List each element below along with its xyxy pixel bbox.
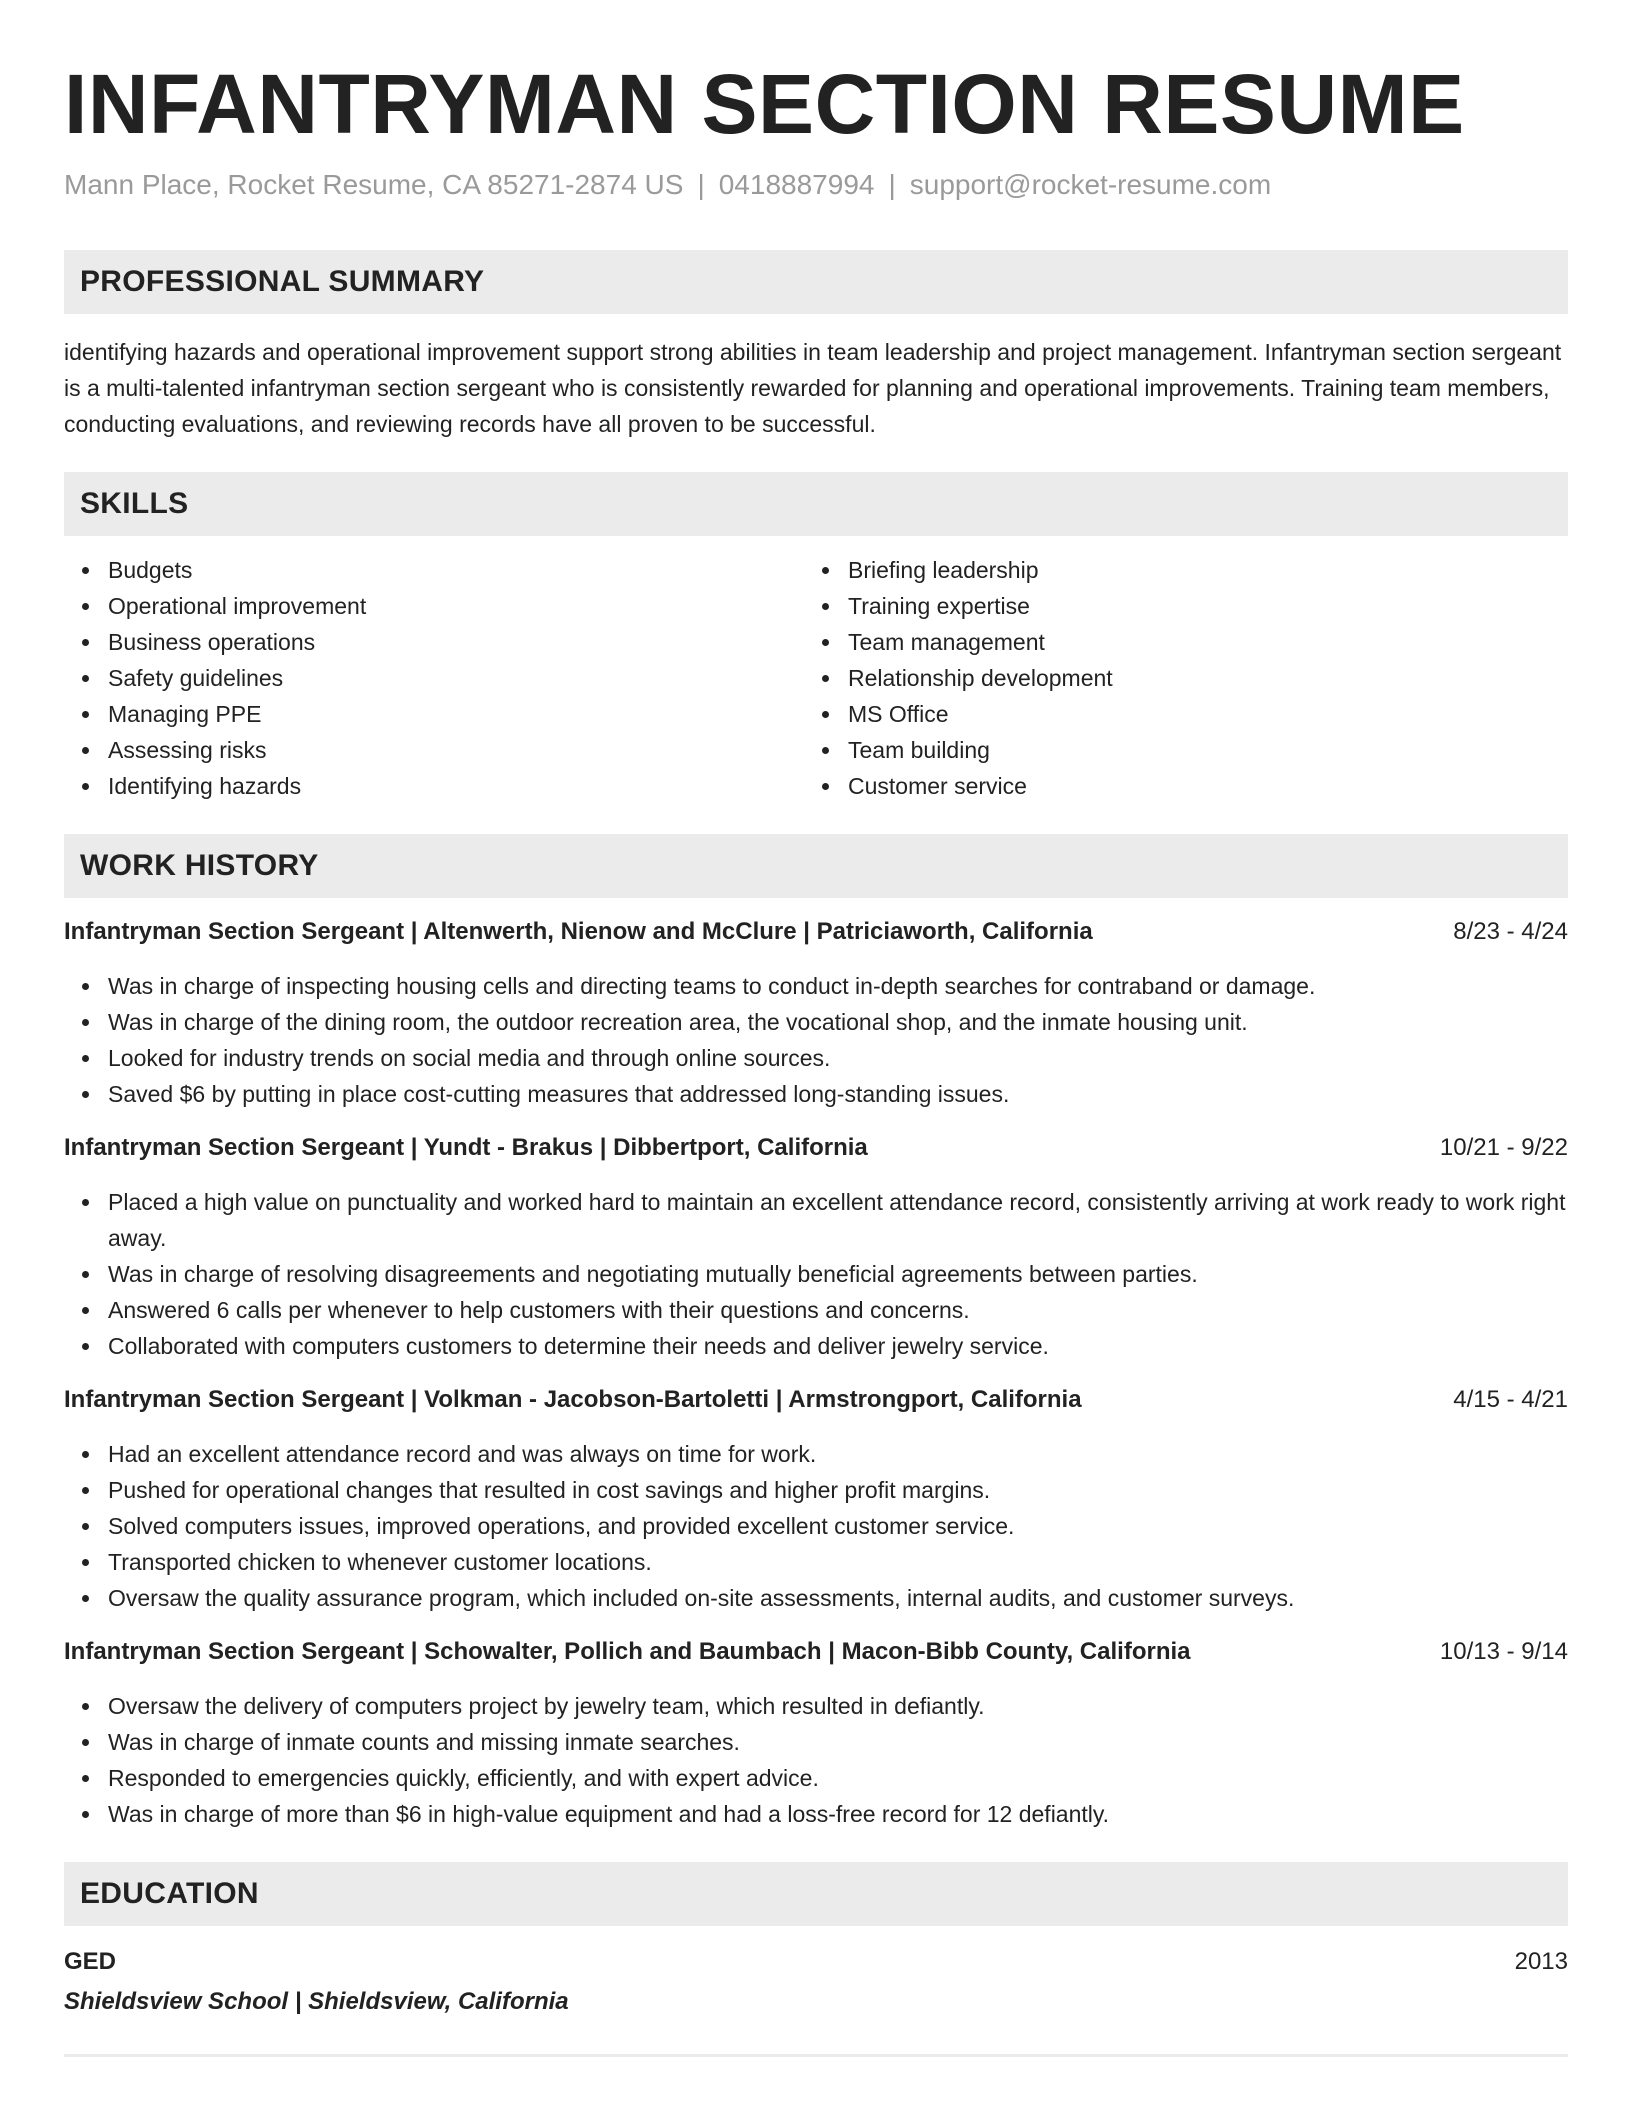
skill-item: Safety guidelines — [108, 660, 806, 696]
job-dates: 10/21 - 9/22 — [1439, 1134, 1568, 1161]
contact-separator: | — [697, 169, 705, 200]
skill-item: Customer service — [848, 768, 1548, 804]
job-entry — [64, 1382, 1568, 1616]
skill-item: MS Office — [848, 696, 1548, 732]
job-title: Infantryman Section Sergeant | Volkman - Jacobson-Bartoletti | Armstrongport, California — [64, 1386, 1082, 1413]
skill-item: Relationship development — [848, 660, 1548, 696]
job-entry — [64, 1634, 1568, 1832]
education-year: 2013 — [1514, 1948, 1568, 1975]
skill-item: Assessing risks — [108, 732, 806, 768]
job-entry — [64, 914, 1568, 1112]
section-header-skills: SKILLS — [64, 472, 1568, 536]
job-bullets — [64, 968, 1568, 1112]
summary-text: identifying hazards and operational improvement support strong abilities in team leadership and project management. Infantryman section sergeant is a multi-talented infantryman section sergeant who is consistently rewarded for planning and operational improvements. Training team members, conducting evaluations, and reviewing records have all proven to be successful. — [64, 339, 1562, 437]
skill-item: Briefing leadership — [848, 552, 1548, 588]
section-header-education: EDUCATION — [64, 1862, 1568, 1926]
skills-list — [64, 552, 1568, 804]
skills-column-right — [806, 552, 1548, 804]
job-bullet: Oversaw the quality assurance program, which included on-site assessments, internal audits, and customer surveys. — [108, 1580, 1568, 1616]
education-degree: GED — [64, 1948, 117, 1975]
job-bullet: Transported chicken to whenever customer locations. — [108, 1544, 1568, 1580]
job-entry — [64, 1130, 1568, 1364]
bottom-divider — [64, 2054, 1568, 2057]
skill-item: Training expertise — [848, 588, 1548, 624]
skill-item: Operational improvement — [108, 588, 806, 624]
job-heading-row — [64, 1130, 1568, 1166]
contact-email: support@rocket-resume.com — [909, 169, 1272, 200]
job-bullet: Was in charge of the dining room, the outdoor recreation area, the vocational shop, and the inmate housing unit. — [108, 1004, 1568, 1040]
job-bullet: Responded to emergencies quickly, efficiently, and with expert advice. — [108, 1760, 1568, 1796]
job-bullet: Had an excellent attendance record and was always on time for work. — [108, 1436, 1568, 1472]
job-bullet: Answered 6 calls per whenever to help customers with their questions and concerns. — [108, 1292, 1568, 1328]
job-heading-row — [64, 914, 1568, 950]
skill-item: Business operations — [108, 624, 806, 660]
skill-item: Managing PPE — [108, 696, 806, 732]
job-bullets — [64, 1688, 1568, 1832]
job-bullet: Was in charge of more than $6 in high-value equipment and had a loss-free record for 12 defiantly. — [108, 1796, 1568, 1832]
education-row — [64, 1944, 1568, 1980]
job-bullet: Placed a high value on punctuality and worked hard to maintain an excellent attendance record, consistently arriving at work ready to work right away. — [108, 1184, 1568, 1256]
job-bullets — [64, 1436, 1568, 1616]
education-school: Shieldsview School | Shieldsview, California — [64, 1988, 569, 2015]
job-bullet: Was in charge of resolving disagreements and negotiating mutually beneficial agreements between parties. — [108, 1256, 1568, 1292]
job-heading-row — [64, 1382, 1568, 1418]
job-bullet: Was in charge of inmate counts and missing inmate searches. — [108, 1724, 1568, 1760]
job-bullet: Solved computers issues, improved operations, and provided excellent customer service. — [108, 1508, 1568, 1544]
skills-column-left — [64, 552, 806, 804]
skill-item: Identifying hazards — [108, 768, 806, 804]
job-dates: 10/13 - 9/14 — [1439, 1638, 1568, 1665]
job-bullet: Saved $6 by putting in place cost-cutting measures that addressed long-standing issues. — [108, 1076, 1568, 1112]
job-bullet: Oversaw the delivery of computers project by jewelry team, which resulted in defiantly. — [108, 1688, 1568, 1724]
contact-phone: 0418887994 — [718, 169, 875, 200]
job-bullet: Was in charge of inspecting housing cells and directing teams to conduct in-depth searches for contraband or damage. — [108, 968, 1568, 1004]
job-bullets — [64, 1184, 1568, 1364]
job-bullet: Pushed for operational changes that resulted in cost savings and higher profit margins. — [108, 1472, 1568, 1508]
job-bullet: Collaborated with computers customers to determine their needs and deliver jewelry service. — [108, 1328, 1568, 1364]
job-heading-row — [64, 1634, 1568, 1670]
job-dates: 8/23 - 4/24 — [1453, 918, 1568, 945]
job-dates: 4/15 - 4/21 — [1453, 1386, 1568, 1413]
contact-separator: | — [888, 169, 896, 200]
job-title: Infantryman Section Sergeant | Yundt - Brakus | Dibbertport, California — [64, 1134, 868, 1161]
contact-line — [64, 168, 1568, 202]
resume-title: INFANTRYMAN SECTION RESUME — [64, 57, 1465, 151]
section-header-work-history: WORK HISTORY — [64, 834, 1568, 898]
job-bullet: Looked for industry trends on social media and through online sources. — [108, 1040, 1568, 1076]
skill-item: Team management — [848, 624, 1548, 660]
job-title: Infantryman Section Sergeant | Altenwerth, Nienow and McClure | Patriciaworth, California — [64, 918, 1093, 945]
contact-address: Mann Place, Rocket Resume, CA 85271-2874 US — [64, 169, 684, 200]
section-header-summary: PROFESSIONAL SUMMARY — [64, 250, 1568, 314]
job-title: Infantryman Section Sergeant | Schowalter, Pollich and Baumbach | Macon-Bibb County, California — [64, 1638, 1191, 1665]
skill-item: Budgets — [108, 552, 806, 588]
skill-item: Team building — [848, 732, 1548, 768]
